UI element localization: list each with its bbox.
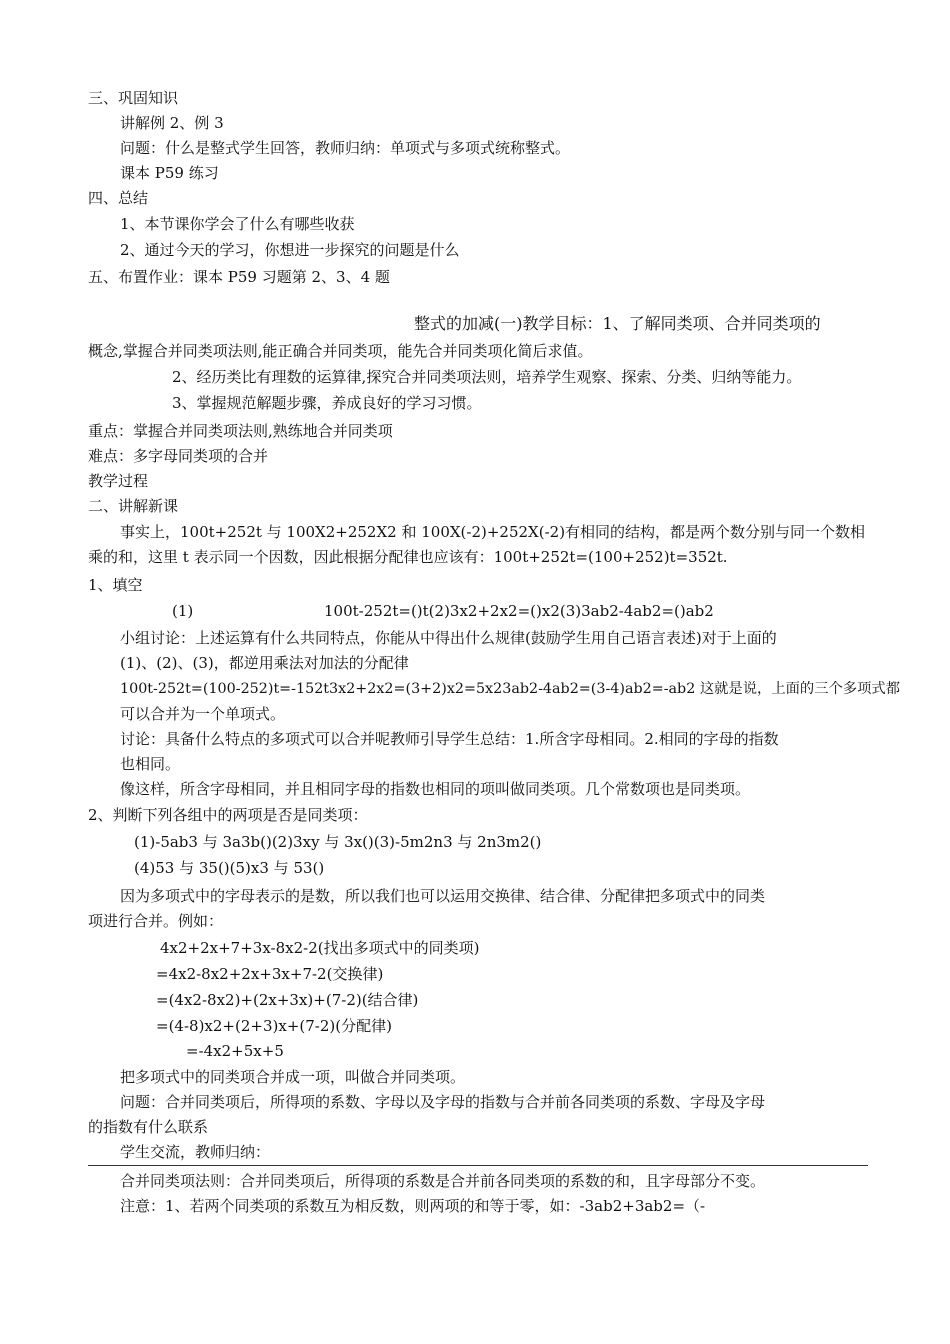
text-line: 问题：合并同类项后，所得项的系数、字母以及字母的指数与合并前各同类项的系数、字母及字母 (120, 1093, 766, 1111)
formula-line: =(4-8)x2+(2+3)x+(7-2)(分配律) (156, 1017, 392, 1035)
text-line: 合并同类项法则：合并同类项后，所得项的系数是合并前各同类项的系数的和，且字母部分不变。 (120, 1172, 766, 1190)
text-line: 1、本节课你学会了什么有哪些收获 (120, 215, 355, 233)
text-line: 三、巩固知识 (88, 89, 179, 107)
text-line: 项进行合并。例如： (88, 912, 224, 930)
text-line: 2、通过今天的学习，你想进一步探究的问题是什么 (120, 241, 460, 259)
text-line: (1)-5ab3 与 3a3b()(2)3xy 与 3x()(3)-5m2n3 与 2n3m2() (134, 833, 542, 851)
text-line: 小组讨论：上述运算有什么共同特点，你能从中得出什么规律(鼓励学生用自己语言表述)对于上面的 (120, 629, 777, 647)
text-line: 也相同。 (120, 755, 181, 773)
horizontal-rule (88, 1165, 868, 1166)
text-line: 讲解例 2、例 3 (120, 114, 224, 132)
formula-line: 4x2+2x+7+3x-8x2-2(找出多项式中的同类项) (160, 939, 480, 957)
formula-line: =4x2-8x2+2x+3x+7-2(交换律) (156, 965, 384, 983)
text-line: 讨论：具备什么特点的多项式可以合并呢教师引导学生总结：1.所含字母相同。2.相同的字母的指数 (120, 730, 779, 748)
text-line: 二、讲解新课 (88, 497, 179, 515)
text-line: 因为多项式中的字母表示的是数，所以我们也可以运用交换律、结合律、分配律把多项式中的同类 (120, 887, 766, 905)
text-line: 五、布置作业：课本 P59 习题第 2、3、4 题 (88, 268, 390, 286)
text-line: 乘的和，这里 t 表示同一个因数，因此根据分配律也应该有：100t+252t=(100+252)t=352t. (88, 548, 728, 566)
text-line: 把多项式中的同类项合并成一项，叫做合并同类项。 (120, 1068, 466, 1086)
text-line: 3、掌握规范解题步骤，养成良好的学习习惯。 (172, 394, 482, 412)
text-line: 概念,掌握合并同类项法则,能正确合并同类项，能先合并同类项化简后求值。 (88, 342, 593, 360)
text-line: 教学过程 (88, 472, 149, 490)
text-line: 四、总结 (88, 189, 149, 207)
text-line: (4)53 与 35()(5)x3 与 53() (134, 859, 325, 877)
text-line: 重点：掌握合并同类项法则,熟练地合并同类项 (88, 422, 393, 440)
text-line: 事实上，100t+252t 与 100X2+252X2 和 100X(-2)+252X(-2)有相同的结构，都是两个数分别与同一个数相 (120, 523, 866, 541)
formula-line: =(4x2-8x2)+(2x+3x)+(7-2)(结合律) (156, 991, 419, 1009)
text-line: 1、填空 (88, 576, 143, 594)
text-line: 问题：什么是整式学生回答，教师归纳：单项式与多项式统称整式。 (120, 139, 571, 157)
text-line: 100t-252t=(100-252)t=-152t3x2+2x2=(3+2)x2=5x23ab2-4ab2=(3-4)ab2=-ab2 这就是说，上面的三个多项式都 (120, 681, 900, 697)
text-line: 注意：1、若两个同类项的系数互为相反数，则两项的和等于零，如：-3ab2+3ab2=（- (120, 1197, 706, 1215)
text-line: (1) (172, 602, 194, 620)
text-line: (1)、(2)、(3)，都逆用乘法对加法的分配律 (120, 654, 409, 672)
formula-line: =-4x2+5x+5 (186, 1042, 284, 1060)
text-line: 课本 P59 练习 (120, 164, 219, 182)
text-line: 100t-252t=()t(2)3x2+2x2=()x2(3)3ab2-4ab2=()ab2 (324, 602, 714, 620)
text-line: 学生交流，教师归纳： (120, 1143, 271, 1161)
text-line: 的指数有什么联系 (88, 1118, 209, 1136)
text-line: 2、判断下列各组中的两项是否是同类项： (88, 806, 368, 824)
text-line: 2、经历类比有理数的运算律,探究合并同类项法则，培养学生观察、探索、分类、归纳等能力。 (172, 368, 802, 386)
section-title: 整式的加减(一)教学目标：1、了解同类项、合并同类项的 (414, 314, 821, 333)
text-line: 像这样，所含字母相同，并且相同字母的指数也相同的项叫做同类项。几个常数项也是同类项。 (120, 780, 751, 798)
text-line: 难点：多字母同类项的合并 (88, 447, 269, 465)
text-line: 可以合并为一个单项式。 (120, 705, 286, 723)
